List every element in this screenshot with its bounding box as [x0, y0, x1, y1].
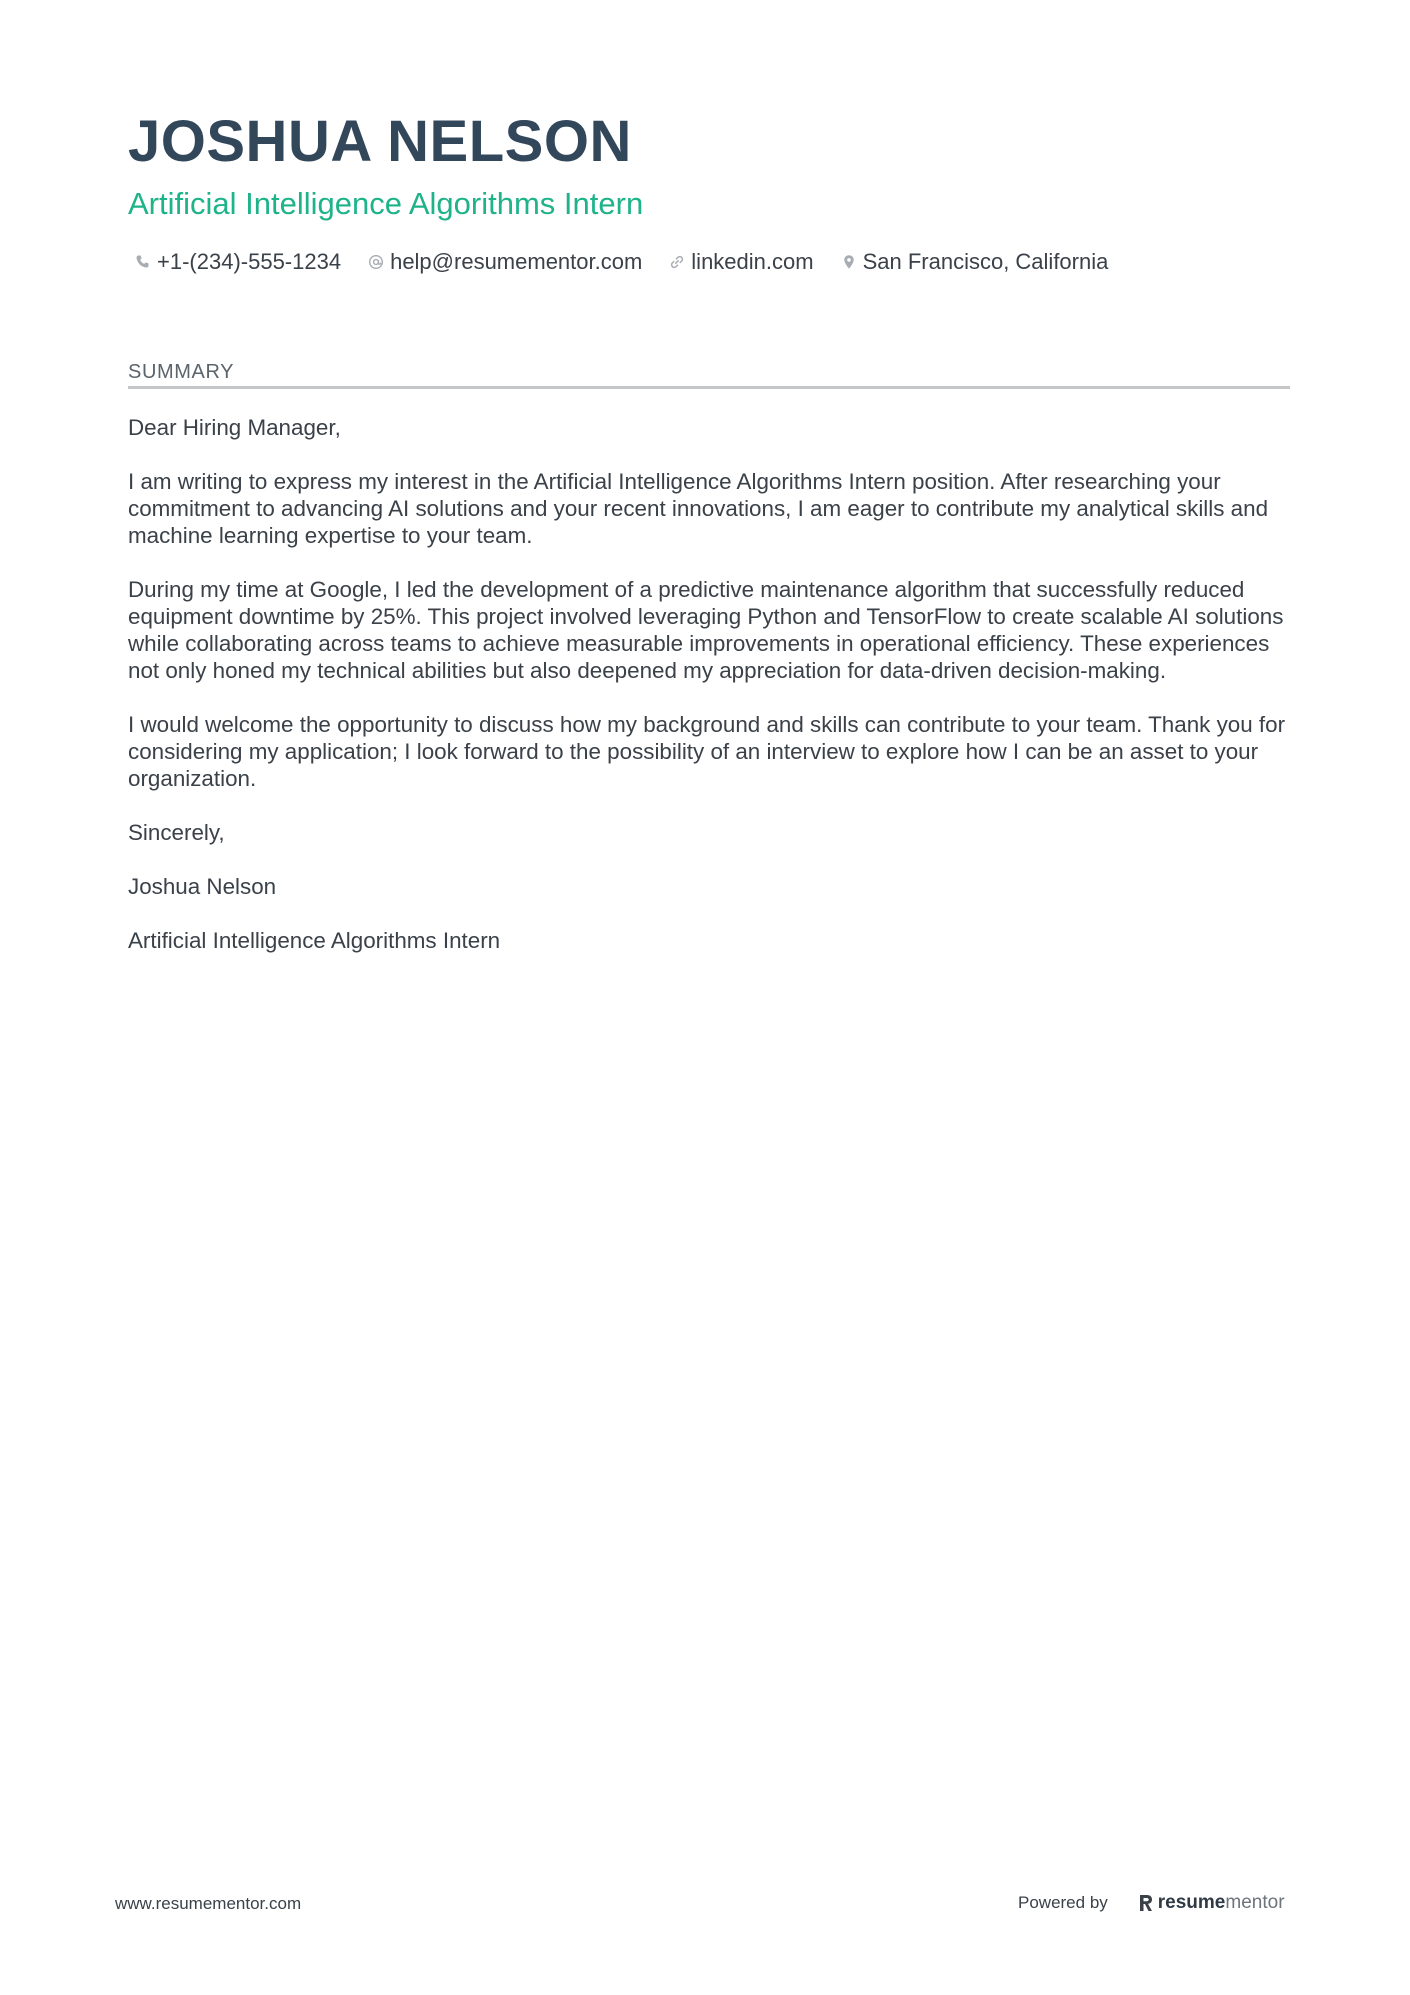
signature-title: Artificial Intelligence Algorithms Intern: [128, 928, 501, 953]
phone-text: +1-(234)-555-1234: [157, 249, 342, 274]
location-pin-icon: [840, 253, 858, 271]
powered-by-label: Powered by: [1018, 1893, 1108, 1912]
brand-text-resume: resume: [1157, 1892, 1226, 1913]
contact-email: [367, 249, 642, 275]
candidate-name: JOSHUA NELSON: [128, 109, 632, 174]
resumementor-logo[interactable]: [1138, 1892, 1285, 1914]
job-title: Artificial Intelligence Algorithms Intern: [128, 186, 644, 221]
contact-linkedin: [668, 249, 813, 275]
resumementor-logo-icon: [1138, 1893, 1154, 1913]
letter-paragraph: I am writing to express my interest in the Artificial Intelligence Algorithms Intern position. After researching your commitment to advancing AI solutions and your recent innovations, I am eager to contribute my analytical skills and machine learning expertise to your team.: [128, 469, 1269, 548]
signature-name: Joshua Nelson: [128, 874, 277, 899]
summary-heading: SUMMARY: [128, 361, 235, 383]
letter-paragraph: During my time at Google, I led the development of a predictive maintenance algorithm that successfully reduced equipment downtime by 25%. This project involved leveraging Python and TensorFlow to create scalable AI solutions while collaborating across teams to achieve measurable improvements in operational efficiency. These experiences not only honed my technical abilities but also deepened my appreciation for data-driven decision-making.: [128, 577, 1284, 683]
letter-paragraph: I would welcome the opportunity to discuss how my background and skills can contribute to your team. Thank you for considering my application; I look forward to the possibility of an interview to explore how I can be an asset to your organization.: [128, 712, 1286, 791]
contact-location: [840, 249, 1109, 275]
link-icon: [668, 253, 686, 271]
phone-icon: [134, 253, 152, 271]
closing: Sincerely,: [128, 820, 225, 845]
letter-body: [128, 414, 1293, 981]
section-divider: [128, 386, 1290, 389]
location-text: San Francisco, California: [862, 249, 1109, 274]
contact-row: [134, 247, 1134, 277]
footer-website-link[interactable]: www.resumementor.com: [115, 1894, 302, 1913]
at-icon: [367, 253, 385, 271]
email-text: help@resumementor.com: [390, 249, 643, 274]
brand-text-mentor: mentor: [1225, 1892, 1285, 1913]
linkedin-text: linkedin.com: [691, 249, 814, 274]
footer-branding: [1018, 1891, 1285, 1915]
salutation: Dear Hiring Manager,: [128, 415, 341, 440]
contact-phone: [134, 249, 341, 275]
